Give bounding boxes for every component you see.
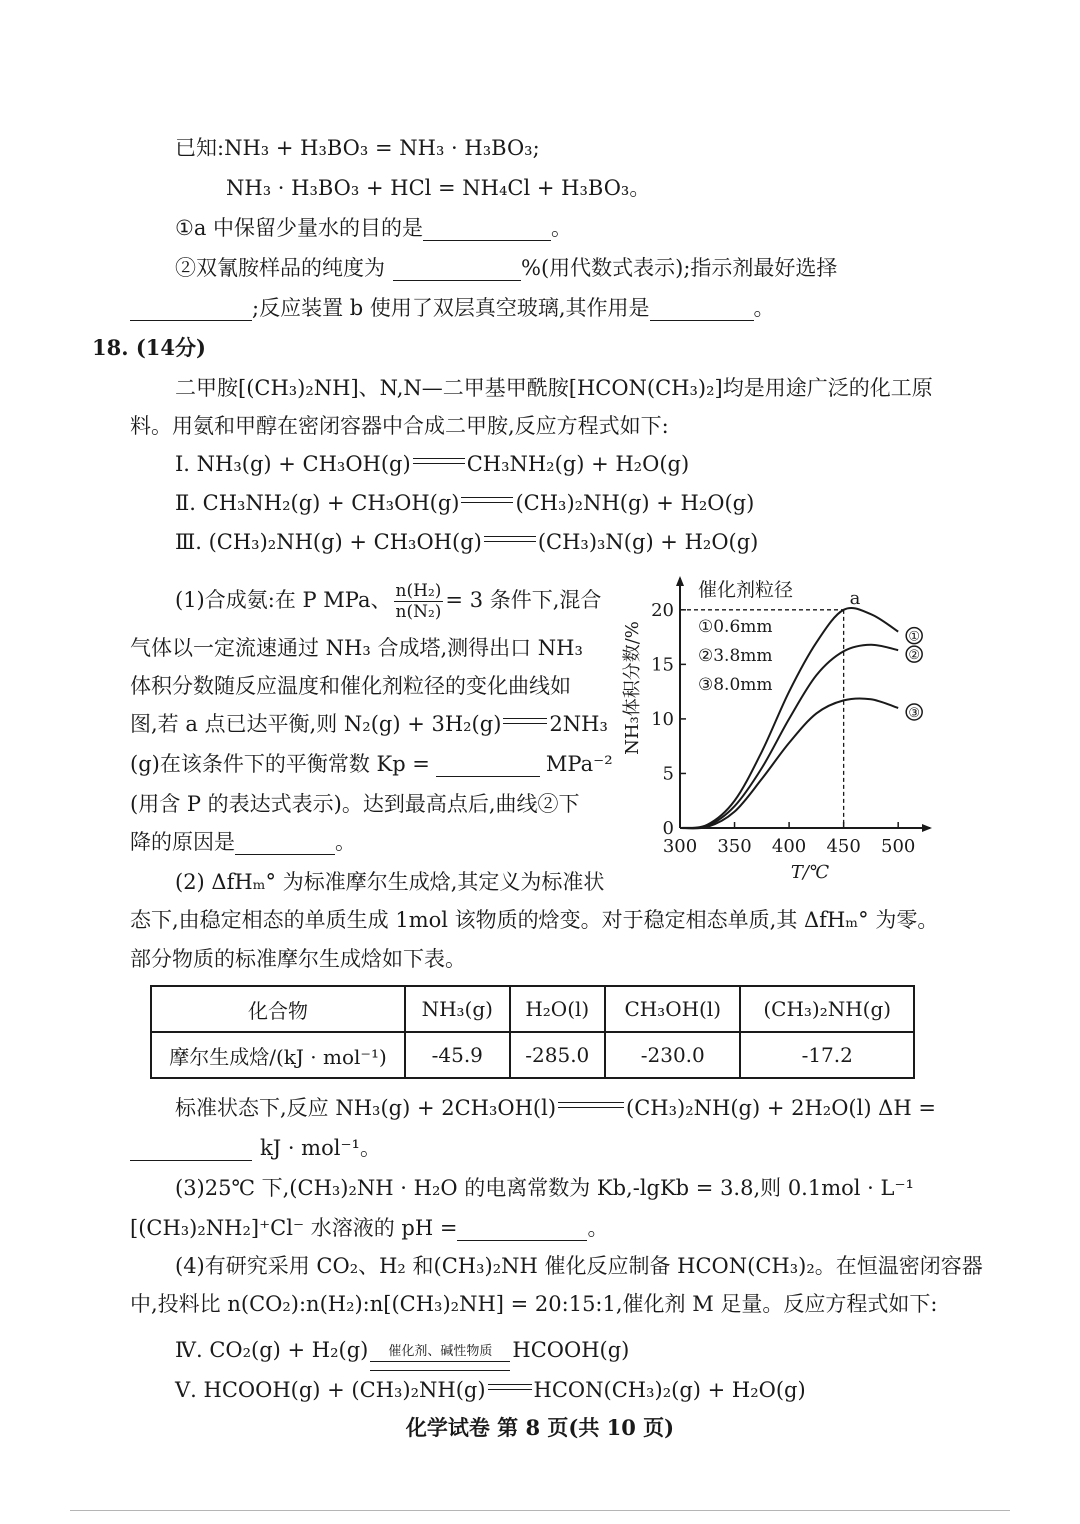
- q17-item-2: [175, 254, 837, 282]
- catalyst-arrow-icon: [370, 1345, 510, 1371]
- bottom-rule: [70, 1510, 1010, 1511]
- nh3-volume-fraction-chart: [620, 570, 940, 890]
- table-header-row: [151, 986, 914, 1032]
- y-axis-label: NH₃体积分数/%: [622, 621, 643, 755]
- series-line-2: [680, 645, 898, 828]
- equals-arrow-icon: [558, 1101, 624, 1111]
- part-1-line-4: [130, 710, 608, 738]
- part-1-line-4-text: 图,若 a 点已达平衡,则 N₂(g) + 3H₂(g): [130, 712, 502, 736]
- part-1-line-4-end: 2NH₃: [549, 712, 608, 736]
- table-row-label: 摩尔生成焓/(kJ · mol⁻¹): [151, 1032, 405, 1078]
- part-2-equation-left: 标准状态下,反应 NH₃(g) + 2CH₃OH(l): [175, 1096, 557, 1120]
- fraction-numerator: n(H₂): [394, 581, 444, 602]
- part-2-line-1: (2) ΔfHₘ° 为标准摩尔生成焓,其定义为标准状: [175, 870, 605, 894]
- x-axis-label: T/℃: [790, 862, 830, 883]
- q18-header: 18. (14分): [92, 335, 206, 360]
- answer-blank[interactable]: [436, 754, 540, 777]
- equilibrium-arrow-icon: [413, 457, 465, 467]
- x-tick-label: 350: [717, 836, 752, 857]
- x-tick-label: 450: [826, 836, 861, 857]
- table-header-cell: (CH₃)₂NH(g): [740, 986, 914, 1032]
- series-end-label: ①: [908, 629, 921, 645]
- chart-title: 催化剂粒径: [698, 579, 794, 601]
- legend-entry: ②3.8mm: [698, 646, 773, 666]
- part-2-unit: kJ · mol⁻¹。: [260, 1136, 381, 1160]
- part-2-line-3: 部分物质的标准摩尔生成焓如下表。: [130, 947, 466, 971]
- y-tick-label: 10: [651, 708, 674, 730]
- reaction-1-right: CH₃NH₂(g) + H₂O(g): [466, 452, 690, 476]
- reaction-2-right: (CH₃)₂NH(g) + H₂O(g): [515, 491, 755, 515]
- reaction-4-right: HCOOH(g): [512, 1338, 630, 1362]
- part-4-line-1: (4)有研究采用 CO₂、H₂ 和(CH₃)₂NH 催化反应制备 HCON(CH₃)₂。在恒温密闭容器: [175, 1254, 983, 1278]
- part-2-answer-line: [130, 1134, 381, 1162]
- part-1-line-6: (用含 P 的表达式表示)。达到最高点后,曲线②下: [130, 792, 580, 816]
- known-line-1: [175, 134, 540, 162]
- reaction-3-right: (CH₃)₃N(g) + H₂O(g): [537, 530, 759, 554]
- q17-item-1-text: ①a 中保留少量水的目的是: [175, 216, 424, 240]
- known-label: 已知:: [175, 136, 225, 160]
- part-1-text-a: (1)合成氨:在 P MPa、: [175, 588, 392, 612]
- y-tick-label: 0: [662, 818, 674, 839]
- part-1-line-1: [175, 578, 601, 622]
- table-cell: -17.2: [740, 1032, 914, 1078]
- table-cell: -45.9: [405, 1032, 510, 1078]
- table-header-cell: NH₃(g): [405, 986, 510, 1032]
- answer-blank[interactable]: [130, 1138, 252, 1161]
- part-3-line-2: [130, 1214, 608, 1242]
- y-tick-label: 5: [662, 763, 674, 785]
- part-1-line-5-text: (g)在该条件下的平衡常数 Kp =: [130, 752, 430, 776]
- part-2-equation-right: (CH₃)₂NH(g) + 2H₂O(l) ΔH =: [626, 1096, 936, 1120]
- page-footer: 化学试卷 第 8 页(共 10 页): [405, 1415, 675, 1440]
- answer-blank[interactable]: [235, 832, 335, 855]
- part-1-line-3: 体积分数随反应温度和催化剂粒径的变化曲线如: [130, 674, 571, 698]
- y-tick-label: 15: [651, 654, 674, 676]
- table-row: [151, 1032, 914, 1078]
- series-end-label: ②: [908, 648, 921, 664]
- answer-blank[interactable]: [650, 298, 754, 321]
- part-3-line-2-end: 。: [587, 1216, 609, 1240]
- table-header-cell: CH₃OH(l): [605, 986, 740, 1032]
- part-3-line-1: (3)25℃ 下,(CH₃)₂NH · H₂O 的电离常数为 Kb,-lgKb = 3.8,则 0.1mol · L⁻¹: [175, 1176, 914, 1200]
- x-tick-label: 500: [881, 836, 916, 857]
- legend-entry: ③8.0mm: [698, 675, 773, 695]
- catalyst-label: 催化剂、碱性物质: [388, 1344, 493, 1359]
- reaction-2-left: Ⅱ. CH₃NH₂(g) + CH₃OH(g): [175, 491, 460, 515]
- table-cell: -285.0: [510, 1032, 606, 1078]
- x-tick-label: 400: [771, 836, 807, 857]
- y-axis-arrow-icon: [676, 576, 684, 586]
- part-1-line-7-text: 降的原因是: [130, 830, 235, 854]
- reaction-3: [175, 528, 758, 556]
- answer-blank[interactable]: [130, 298, 252, 321]
- part-1-text-b: = 3 条件下,混合: [445, 588, 602, 612]
- reaction-5: [175, 1376, 806, 1404]
- part-2-equation: [175, 1094, 936, 1122]
- enthalpy-table: [150, 985, 915, 1079]
- known-eq-1: NH₃ + H₃BO₃ = NH₃ · H₃BO₃;: [224, 136, 540, 160]
- equilibrium-arrow-icon: [503, 717, 547, 727]
- known-eq-2: NH₃ · H₃BO₃ + HCl = NH₄Cl + H₃BO₃。: [226, 176, 651, 200]
- ratio-fraction: [394, 581, 444, 622]
- point-a-label: a: [849, 587, 861, 609]
- answer-blank[interactable]: [393, 258, 521, 281]
- part-1-line-7: [130, 828, 356, 856]
- reaction-4: [175, 1336, 629, 1371]
- equilibrium-arrow-icon: [461, 496, 513, 506]
- series-end-label: ③: [908, 706, 921, 721]
- part-1-line-7-end: 。: [335, 830, 356, 854]
- x-axis-arrow-icon: [922, 824, 932, 832]
- part-3-line-2-text: [(CH₃)₂NH₂]⁺Cl⁻ 水溶液的 pH =: [130, 1216, 458, 1240]
- q17-item-2-line-2: [130, 294, 775, 322]
- table-header-cell: H₂O(l): [510, 986, 606, 1032]
- part-1-line-5-unit: MPa⁻²: [545, 752, 613, 776]
- equilibrium-arrow-icon: [484, 535, 536, 545]
- part-2-line-2: 态下,由稳定相态的单质生成 1mol 该物质的焓变。对于稳定相态单质,其 ΔfHₘ° 为零。: [130, 908, 939, 932]
- q17-item-2-mid: %(用代数式表示);指示剂最好选择: [521, 256, 838, 280]
- reaction-1: [175, 450, 689, 478]
- q18-intro-1: 二甲胺[(CH₃)₂NH]、N,N—二甲基甲酰胺[HCON(CH₃)₂]均是用途广泛的化工原: [175, 376, 933, 400]
- part-1-line-5: [130, 750, 613, 778]
- reaction-1-left: Ⅰ. NH₃(g) + CH₃OH(g): [175, 452, 411, 476]
- q17-item-1-end: 。: [551, 216, 573, 240]
- answer-blank[interactable]: [423, 218, 551, 241]
- reaction-4-left: Ⅳ. CO₂(g) + H₂(g): [175, 1338, 369, 1362]
- q17-item-2-end: 。: [753, 296, 775, 320]
- equilibrium-arrow-icon: [488, 1383, 532, 1393]
- legend-entry: ①0.6mm: [698, 617, 773, 637]
- q17-item-2-text: ②双氰胺样品的纯度为: [175, 256, 385, 280]
- x-tick-label: 300: [662, 836, 698, 857]
- q18-intro-2: 料。用氨和甲醇在密闭容器中合成二甲胺,反应方程式如下:: [130, 414, 669, 438]
- reaction-2: [175, 489, 754, 517]
- reaction-3-left: Ⅲ. (CH₃)₂NH(g) + CH₃OH(g): [175, 530, 482, 554]
- part-1-line-2: 气体以一定流速通过 NH₃ 合成塔,测得出口 NH₃: [130, 636, 583, 660]
- y-tick-label: 20: [651, 599, 674, 621]
- q17-item-1: [175, 214, 572, 242]
- reaction-5-right: HCON(CH₃)₂(g) + H₂O(g): [533, 1378, 806, 1402]
- answer-blank[interactable]: [457, 1218, 587, 1241]
- part-4-line-2: 中,投料比 n(CO₂):n(H₂):n[(CH₃)₂NH] = 20:15:1,催化剂 M 足量。反应方程式如下:: [130, 1292, 938, 1316]
- table-header-cell: 化合物: [151, 986, 405, 1032]
- table-cell: -230.0: [605, 1032, 740, 1078]
- reaction-5-left: Ⅴ. HCOOH(g) + (CH₃)₂NH(g): [175, 1378, 486, 1402]
- q17-item-2-line-2-mid: ;反应装置 b 使用了双层真空玻璃,其作用是: [252, 296, 650, 320]
- fraction-denominator: n(N₂): [395, 602, 442, 622]
